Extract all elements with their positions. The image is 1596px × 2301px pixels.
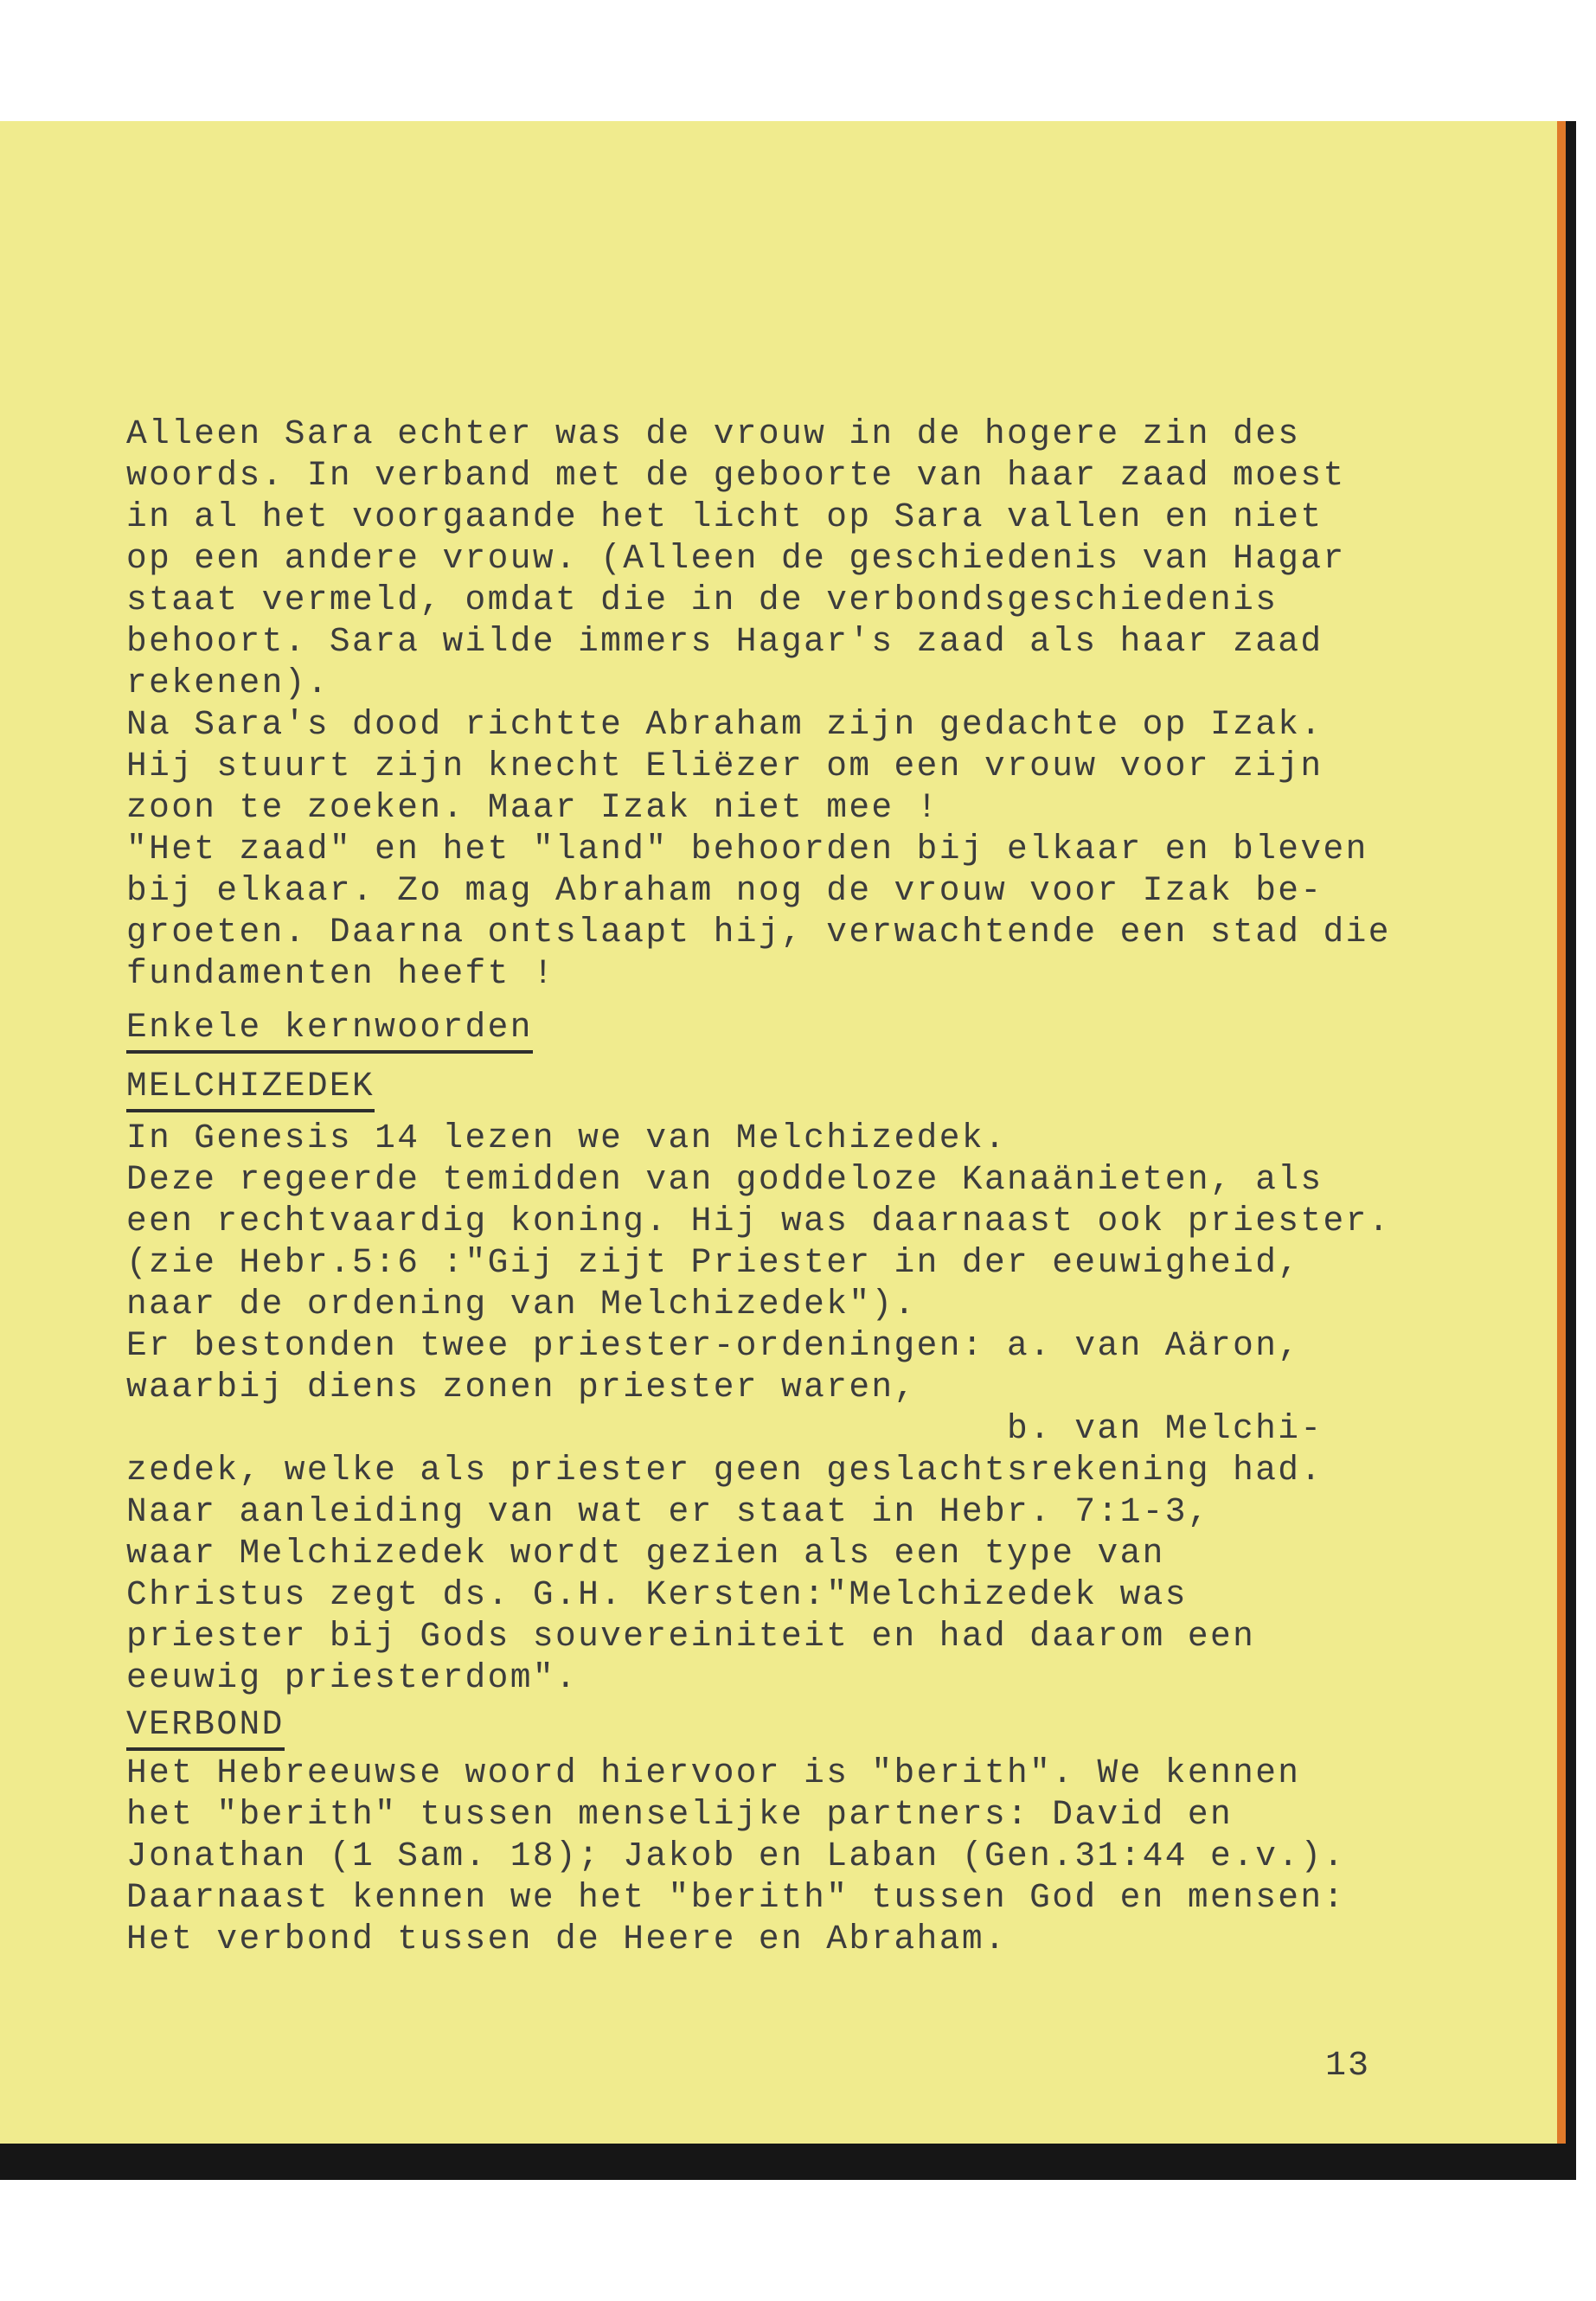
text-line: zedek, welke als priester geen geslachtsrekening had. xyxy=(126,1451,1324,1490)
text-line: "Het zaad" en het "land" behoorden bij elkaar en bleven xyxy=(126,830,1368,868)
text-line: In Genesis 14 lezen we van Melchizedek. xyxy=(126,1118,1008,1157)
text-line: Daarnaast kennen we het "berith" tussen God en mensen: xyxy=(126,1878,1346,1917)
text-line: fundamenten heeft ! xyxy=(126,954,555,993)
text-line: Het Hebreeuwse woord hiervoor is "berith". We kennen xyxy=(126,1753,1301,1792)
text-line: behoort. Sara wilde immers Hagar's zaad als haar zaad xyxy=(126,622,1324,661)
text-line: rekenen). xyxy=(126,663,330,702)
text-line: waarbij diens zonen priester waren, xyxy=(126,1368,917,1407)
verbond-heading-wrap xyxy=(126,1704,1458,1753)
page-edge-strip xyxy=(1557,121,1566,2144)
text-line: groeten. Daarna ontslaapt hij, verwachtende een stad die xyxy=(126,913,1391,952)
text-line: naar de ordening van Melchizedek"). xyxy=(126,1285,917,1324)
text-line: Hij stuurt zijn knecht Eliëzer om een vrouw voor zijn xyxy=(126,747,1324,785)
verbond-paragraph xyxy=(126,1753,1458,1960)
melchizedek-heading-wrap xyxy=(126,1066,1458,1118)
text-line: waar Melchizedek wordt gezien als een type van xyxy=(126,1534,1165,1573)
text-line: staat vermeld, omdat die in de verbondsgeschiedenis xyxy=(126,580,1279,619)
text-line: Deze regeerde temidden van goddeloze Kanaänieten, als xyxy=(126,1160,1324,1199)
text-line: Christus zegt ds. G.H. Kersten:"Melchizedek was xyxy=(126,1575,1188,1614)
text-line: een rechtvaardig koning. Hij was daarnaast ook priester. xyxy=(126,1202,1391,1240)
melchizedek-paragraph xyxy=(126,1118,1458,1699)
melchizedek-heading: MELCHIZEDEK xyxy=(126,1066,375,1109)
text-line: woords. In verband met de geboorte van haar zaad moest xyxy=(126,456,1346,495)
section-heading-wrap xyxy=(126,1007,1458,1059)
paragraph-abraham xyxy=(126,413,1458,995)
text-line-indented: b. van Melchi- xyxy=(1007,1409,1324,1448)
page-number: 13 xyxy=(1325,2047,1371,2086)
text-line: Naar aanleiding van wat er staat in Hebr. 7:1-3, xyxy=(126,1492,1210,1531)
text-line: (zie Hebr.5:6 :"Gij zijt Priester in der eeuwigheid, xyxy=(126,1243,1301,1282)
text-line: op een andere vrouw. (Alleen de geschiedenis van Hagar xyxy=(126,539,1346,578)
text-line: bij elkaar. Zo mag Abraham nog de vrouw voor Izak be- xyxy=(126,871,1324,910)
text-line: priester bij Gods souvereiniteit en had daarom een xyxy=(126,1617,1256,1656)
text-line: Er bestonden twee priester-ordeningen: a. van Aäron, xyxy=(126,1326,1301,1365)
scan-edge-bottom xyxy=(0,2144,1576,2180)
text-line: het "berith" tussen menselijke partners: David en xyxy=(126,1795,1234,1834)
verbond-heading: VERBOND xyxy=(126,1704,285,1747)
yellow-page xyxy=(0,121,1557,2144)
text-line: zoon te zoeken. Maar Izak niet mee ! xyxy=(126,788,939,827)
text-line: eeuwig priesterdom". xyxy=(126,1658,579,1697)
text-line: Het verbond tussen de Heere en Abraham. xyxy=(126,1920,1008,1958)
section-heading: Enkele kernwoorden xyxy=(126,1007,533,1050)
page-content xyxy=(126,413,1458,1960)
text-line: Na Sara's dood richtte Abraham zijn gedachte op Izak. xyxy=(126,705,1324,744)
text-line: in al het voorgaande het licht op Sara vallen en niet xyxy=(126,497,1324,536)
text-line: Jonathan (1 Sam. 18); Jakob en Laban (Gen.31:44 e.v.). xyxy=(126,1836,1346,1875)
text-line: Alleen Sara echter was de vrouw in de hogere zin des xyxy=(126,414,1301,453)
